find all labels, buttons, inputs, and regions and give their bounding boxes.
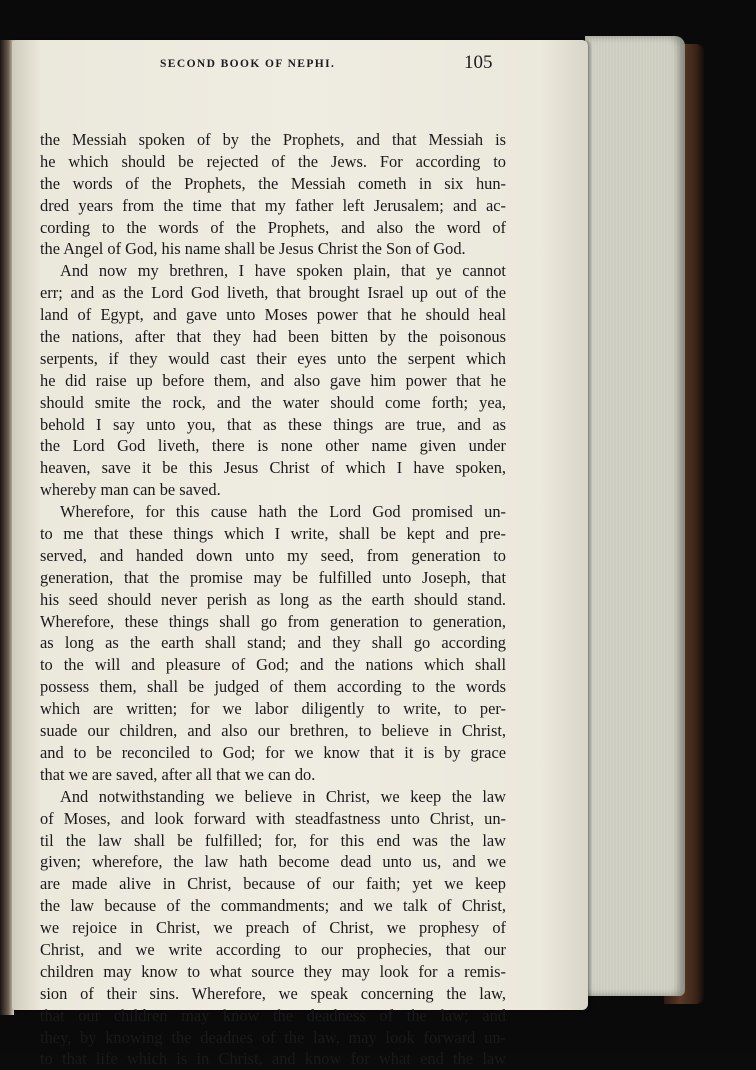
- text-line: that we are saved, after all that we can do.: [40, 764, 316, 784]
- text-line: suade our children, and also our brethren, to believe in Christ,: [40, 721, 506, 741]
- text-line: Christ, and we write according to our prophecies, that our: [40, 939, 506, 959]
- text-line: his seed should never perish as long as the earth should stand.: [40, 589, 506, 609]
- text-line: which are written; for we labor diligently to write, to per-: [40, 699, 506, 719]
- text-line: the law because of the commandments; and we talk of Christ,: [40, 896, 506, 916]
- text-line: and to be reconciled to God; for we know that it is by grace: [40, 742, 506, 762]
- text-line: heaven, save it be this Jesus Christ of which I have spoken,: [40, 458, 506, 478]
- text-line: of Moses, and look forward with steadfastness unto Christ, un-: [40, 808, 506, 828]
- text-line: to me that these things which I write, shall be kept and pre-: [40, 524, 506, 544]
- text-line: til the law shall be fulfilled; for, for this end was the law: [40, 830, 506, 850]
- text-line: And now my brethren, I have spoken plain, that ye cannot: [60, 261, 506, 281]
- page-number: 105: [464, 52, 493, 73]
- text-line: serpents, if they would cast their eyes unto the serpent which: [40, 348, 506, 368]
- text-line: he did raise up before them, and also gave him power that he: [40, 370, 506, 390]
- text-line: behold I say unto you, that as these things are true, and as: [40, 414, 506, 434]
- text-line: the Messiah spoken of by the Prophets, and that Messiah is: [40, 130, 506, 149]
- text-line: err; and as the Lord God liveth, that brought Israel up out of the: [40, 283, 506, 303]
- text-line: Wherefore, for this cause hath the Lord God promised un-: [60, 502, 506, 522]
- text-line: served, and handed down unto my seed, from generation to: [40, 545, 506, 565]
- running-header: SECOND BOOK OF NEPHI.: [160, 58, 336, 70]
- text-line: the Angel of God, his name shall be Jesus Christ the Son of God.: [40, 239, 466, 259]
- text-line: land of Egypt, and gave unto Moses power that he should heal: [40, 305, 506, 325]
- text-line: the nations, after that they had been bitten by the poisonous: [40, 327, 506, 347]
- body-text: [40, 129, 506, 1070]
- text-line: as long as the earth shall stand; and they shall go according: [40, 633, 506, 653]
- text-line: given; wherefore, the law hath become dead unto us, and we: [40, 852, 506, 872]
- text-line: to that life which is in Christ, and know for what end the law: [40, 1049, 506, 1069]
- text-line: he which should be rejected of the Jews. For according to: [40, 151, 506, 171]
- text-line: And notwithstanding we believe in Christ, we keep the law: [60, 786, 506, 806]
- page-edges: [585, 36, 685, 996]
- text-line: whereby man can be saved.: [40, 480, 221, 500]
- text-line: the Lord God liveth, there is none other name given under: [40, 436, 506, 456]
- text-line: cording to the words of the Prophets, and also the word of: [40, 217, 506, 237]
- text-line: dred years from the time that my father left Jerusalem; and ac-: [40, 195, 506, 215]
- text-line: that our children may know the deadness of the law; and: [40, 1005, 506, 1025]
- text-line: children may know to what source they may look for a remis-: [40, 961, 506, 981]
- text-line: the words of the Prophets, the Messiah cometh in six hun-: [40, 173, 506, 193]
- text-line: Wherefore, these things shall go from generation to generation,: [40, 611, 506, 631]
- text-line: they, by knowing the deadnes of the law, may look forward un-: [40, 1027, 506, 1047]
- text-line: generation, that the promise may be fulfilled unto Joseph, that: [40, 567, 506, 587]
- text-line: sion of their sins. Wherefore, we speak concerning the law,: [40, 983, 506, 1003]
- text-line: should smite the rock, and the water should come forth; yea,: [40, 392, 506, 412]
- text-line: to the will and pleasure of God; and the nations which shall: [40, 655, 506, 675]
- text-line: we rejoice in Christ, we preach of Christ, we prophesy of: [40, 918, 506, 938]
- text-line: are made alive in Christ, because of our faith; yet we keep: [40, 874, 506, 894]
- text-line: possess them, shall be judged of them according to the words: [40, 677, 506, 697]
